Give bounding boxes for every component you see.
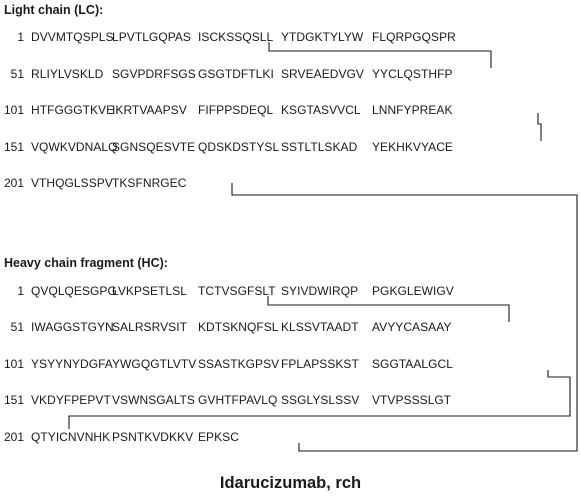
hc-sequence-segment: VSWNSGALTS: [112, 393, 195, 407]
lc-residue-number: 101: [3, 103, 24, 117]
lc-sequence-segment: SSTLTLSKAD: [281, 140, 358, 154]
lc-sequence-segment: DVVMTQSPLS: [31, 30, 114, 44]
hc-sequence-segment: SALRSRVSIT: [112, 320, 187, 334]
hc-sequence-segment: VKDYFPEPVT: [31, 393, 111, 407]
hc-sequence-segment: QVQLQESGPG: [31, 284, 117, 298]
interchain-disulfide-bond: [232, 183, 577, 451]
hc-sequence-segment: LVKPSETLSL: [112, 284, 187, 298]
hc-sequence-segment: VTVPSSSLGT: [372, 393, 452, 407]
lc-sequence-segment: ISCKSSQSLL: [198, 30, 274, 44]
lc-residue-number: 201: [3, 176, 24, 190]
hc-sequence-segment: FPLAPSSKST: [281, 357, 359, 371]
lc-sequence-segment: LNNFYPREAK: [372, 103, 453, 117]
lc-residue-number: 1: [17, 30, 24, 44]
hc-sequence-segment: SSASTKGPSV: [198, 357, 280, 371]
lc-sequence-segment: KSGTASVVCL: [281, 103, 361, 117]
hc-residue-number: 1: [17, 284, 24, 298]
lc-sequence-segment: SGNSQESVTE: [112, 140, 196, 154]
hc-sequence-segment: KDTSKNQFSL: [198, 320, 279, 334]
lc-sequence-segment: YEKHKVYACE: [372, 140, 453, 154]
lc-sequence-segment: YTDGKTYLYW: [281, 30, 364, 44]
lc-sequence-segment: LPVTLGQPAS: [112, 30, 191, 44]
lc-sequence-segment: QDSKDSTYSL: [198, 140, 280, 154]
lc-disulfide-bond-1: [269, 42, 491, 68]
hc-sequence-segment: YWGQGTLVTV: [112, 357, 197, 371]
hc-sequence-segment: PGKGLEWIGV: [372, 284, 454, 298]
lc-sequence-segment: TKSFNRGEC: [112, 176, 187, 190]
hc-residue-number: 51: [10, 320, 24, 334]
lc-sequence-segment: VTHQGLSSPV: [31, 176, 113, 190]
heavy-chain-title: Heavy chain fragment (HC):: [4, 256, 168, 270]
lc-sequence-segment: HTFGGGTKVE: [31, 103, 115, 117]
hc-residue-number: 151: [3, 393, 24, 407]
lc-disulfide-bond-2: [538, 113, 541, 141]
hc-sequence-segment: KLSSVTAADT: [281, 320, 359, 334]
hc-sequence-segment: TCTVSGFSLT: [198, 284, 276, 298]
hc-sequence-segment: IWAGGSTGYN: [31, 320, 114, 334]
hc-disulfide-bond-1: [268, 296, 509, 322]
hc-sequence-segment: GVHTFPAVLQ: [198, 393, 278, 407]
hc-sequence-segment: SYIVDWIRQP: [281, 284, 359, 298]
hc-sequence-segment: QTYICNVNHK: [31, 430, 111, 444]
lc-sequence-segment: VQWKVDNALQ: [31, 140, 118, 154]
hc-sequence-segment: PSNTKVDKKV: [112, 430, 194, 444]
lc-residue-number: 151: [3, 140, 24, 154]
lc-sequence-segment: SGVPDRFSGS: [112, 67, 196, 81]
hc-sequence-segment: EPKSC: [198, 430, 239, 444]
lc-sequence-segment: YYCLQSTHFP: [372, 67, 453, 81]
drug-name-caption: Idarucizumab, rch: [219, 474, 362, 492]
lc-residue-number: 51: [10, 67, 24, 81]
lc-sequence-segment: RLIYLVSKLD: [31, 67, 104, 81]
lc-sequence-segment: IKRTVAAPSV: [112, 103, 187, 117]
lc-sequence-segment: FIFPPSDEQL: [198, 103, 274, 117]
hc-residue-number: 201: [3, 430, 24, 444]
lc-sequence-segment: FLQRPGQSPR: [372, 30, 456, 44]
light-chain-title: Light chain (LC):: [4, 3, 104, 17]
lc-sequence-segment: SRVEAEDVGV: [281, 67, 364, 81]
hc-sequence-segment: SSGLYSLSSV: [281, 393, 360, 407]
lc-sequence-segment: GSGTDFTLKI: [198, 67, 274, 81]
hc-sequence-segment: SGGTAALGCL: [372, 357, 453, 371]
hc-sequence-segment: AVYYCASAAY: [372, 320, 452, 334]
hc-sequence-segment: YSYYNYDGFA: [31, 357, 113, 371]
hc-residue-number: 101: [3, 357, 24, 371]
